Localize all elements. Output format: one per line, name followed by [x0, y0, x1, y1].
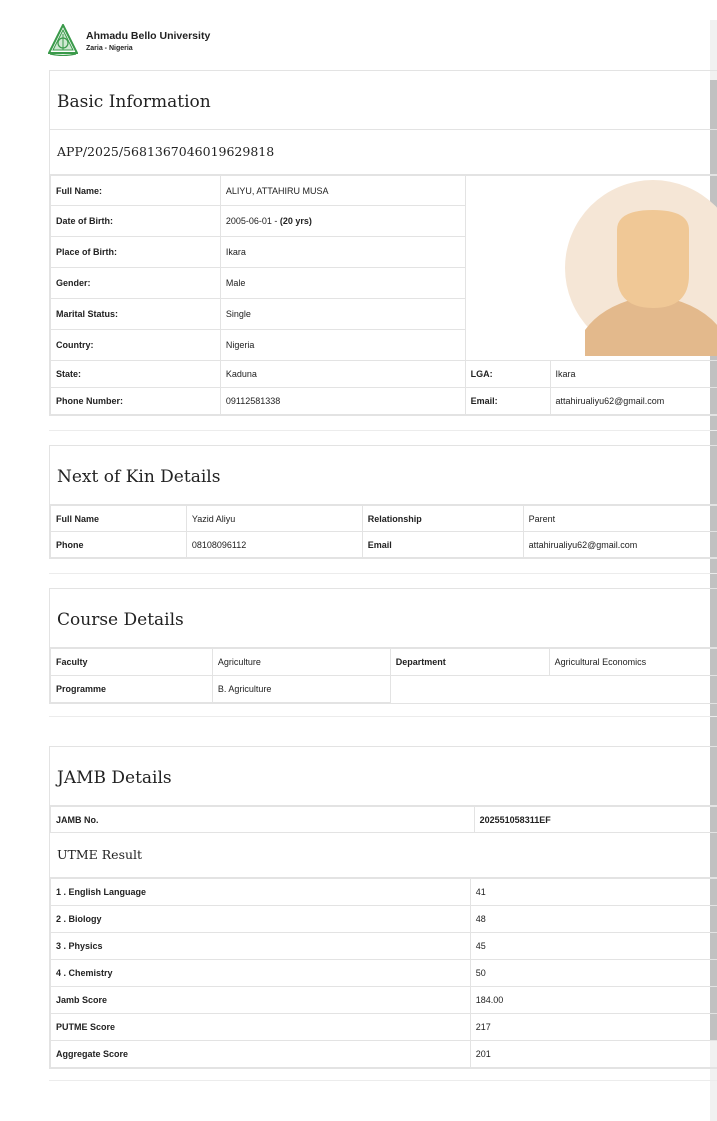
- department-label: Department: [390, 649, 549, 676]
- next-of-kin-card: [49, 445, 717, 559]
- result-value: 48: [470, 906, 717, 933]
- course-details-table: [50, 648, 717, 703]
- section-divider: [49, 430, 717, 431]
- result-label: 3 . Physics: [51, 933, 471, 960]
- table-row: [51, 1041, 717, 1068]
- university-name: Ahmadu Bello University: [86, 30, 211, 42]
- basic-information-title: Basic Information: [50, 71, 717, 130]
- marital-label: Marital Status:: [51, 299, 221, 330]
- pob-label: Place of Birth:: [51, 237, 221, 268]
- result-label: 2 . Biology: [51, 906, 471, 933]
- programme-value: B. Agriculture: [212, 676, 390, 703]
- kin-relationship-label: Relationship: [362, 506, 523, 532]
- jamb-number-value: 202551058311EF: [474, 807, 717, 833]
- utme-result-title: UTME Result: [50, 833, 717, 878]
- result-label: Aggregate Score: [51, 1041, 471, 1068]
- result-label: 1 . English Language: [51, 879, 471, 906]
- table-row: [51, 879, 717, 906]
- programme-label: Programme: [51, 676, 213, 703]
- email-label: Email:: [465, 388, 550, 415]
- next-of-kin-title: Next of Kin Details: [50, 446, 717, 505]
- marital-value: Single: [220, 299, 465, 330]
- pob-value: Ikara: [220, 237, 465, 268]
- kin-phone-value: 08108096112: [186, 532, 362, 558]
- result-label: 4 . Chemistry: [51, 960, 471, 987]
- result-value: 45: [470, 933, 717, 960]
- jamb-details-title: JAMB Details: [50, 747, 717, 806]
- section-divider: [49, 573, 717, 574]
- table-row: [51, 1014, 717, 1041]
- dob-date: 2005-06-01 -: [225, 216, 280, 226]
- result-value: 50: [470, 960, 717, 987]
- faculty-value: Agriculture: [212, 649, 390, 676]
- table-row: [51, 933, 717, 960]
- faculty-label: Faculty: [51, 649, 213, 676]
- kin-relationship-value: Parent: [523, 506, 717, 532]
- result-value: 217: [470, 1014, 717, 1041]
- gender-value: Male: [220, 268, 465, 299]
- result-label: PUTME Score: [51, 1014, 471, 1041]
- table-row: [51, 906, 717, 933]
- country-value: Nigeria: [220, 330, 465, 361]
- kin-name-value: Yazid Aliyu: [186, 506, 362, 532]
- application-number: APP/2025/5681367046019629818: [50, 130, 717, 175]
- country-label: Country:: [51, 330, 221, 361]
- state-value: Kaduna: [220, 361, 465, 388]
- section-divider: [49, 716, 717, 717]
- table-row: [51, 987, 717, 1014]
- email-value: attahirualiyu62@gmail.com: [550, 388, 717, 415]
- kin-email-label: Email: [362, 532, 523, 558]
- result-label: Jamb Score: [51, 987, 471, 1014]
- result-value: 41: [470, 879, 717, 906]
- avatar-placeholder-icon: [565, 180, 717, 356]
- dob-value: [220, 206, 465, 237]
- kin-phone-label: Phone: [51, 532, 187, 558]
- university-location: Zaria - Nigeria: [86, 45, 133, 52]
- lga-value: Ikara: [550, 361, 717, 388]
- full-name-value: ALIYU, ATTAHIRU MUSA: [220, 176, 465, 206]
- section-divider: [49, 1080, 717, 1081]
- dob-age: (20 yrs): [279, 216, 312, 226]
- utme-result-table: [50, 878, 717, 1068]
- gender-label: Gender:: [51, 268, 221, 299]
- phone-value: 09112581338: [220, 388, 465, 415]
- state-label: State:: [51, 361, 221, 388]
- course-details-card: [49, 588, 717, 704]
- jamb-number-label: JAMB No.: [51, 807, 475, 833]
- next-of-kin-table: [50, 505, 717, 558]
- table-row: [51, 960, 717, 987]
- dob-label: Date of Birth:: [51, 206, 221, 237]
- phone-label: Phone Number:: [51, 388, 221, 415]
- university-crest-icon: [48, 24, 78, 56]
- kin-name-label: Full Name: [51, 506, 187, 532]
- course-details-title: Course Details: [50, 589, 717, 648]
- result-value: 201: [470, 1041, 717, 1068]
- jamb-details-card: [49, 746, 717, 1069]
- full-name-label: Full Name:: [51, 176, 221, 206]
- result-value: 184.00: [470, 987, 717, 1014]
- jamb-number-table: [50, 806, 717, 833]
- department-value: Agricultural Economics: [549, 649, 717, 676]
- lga-label: LGA:: [465, 361, 550, 388]
- kin-email-value: attahirualiyu62@gmail.com: [523, 532, 717, 558]
